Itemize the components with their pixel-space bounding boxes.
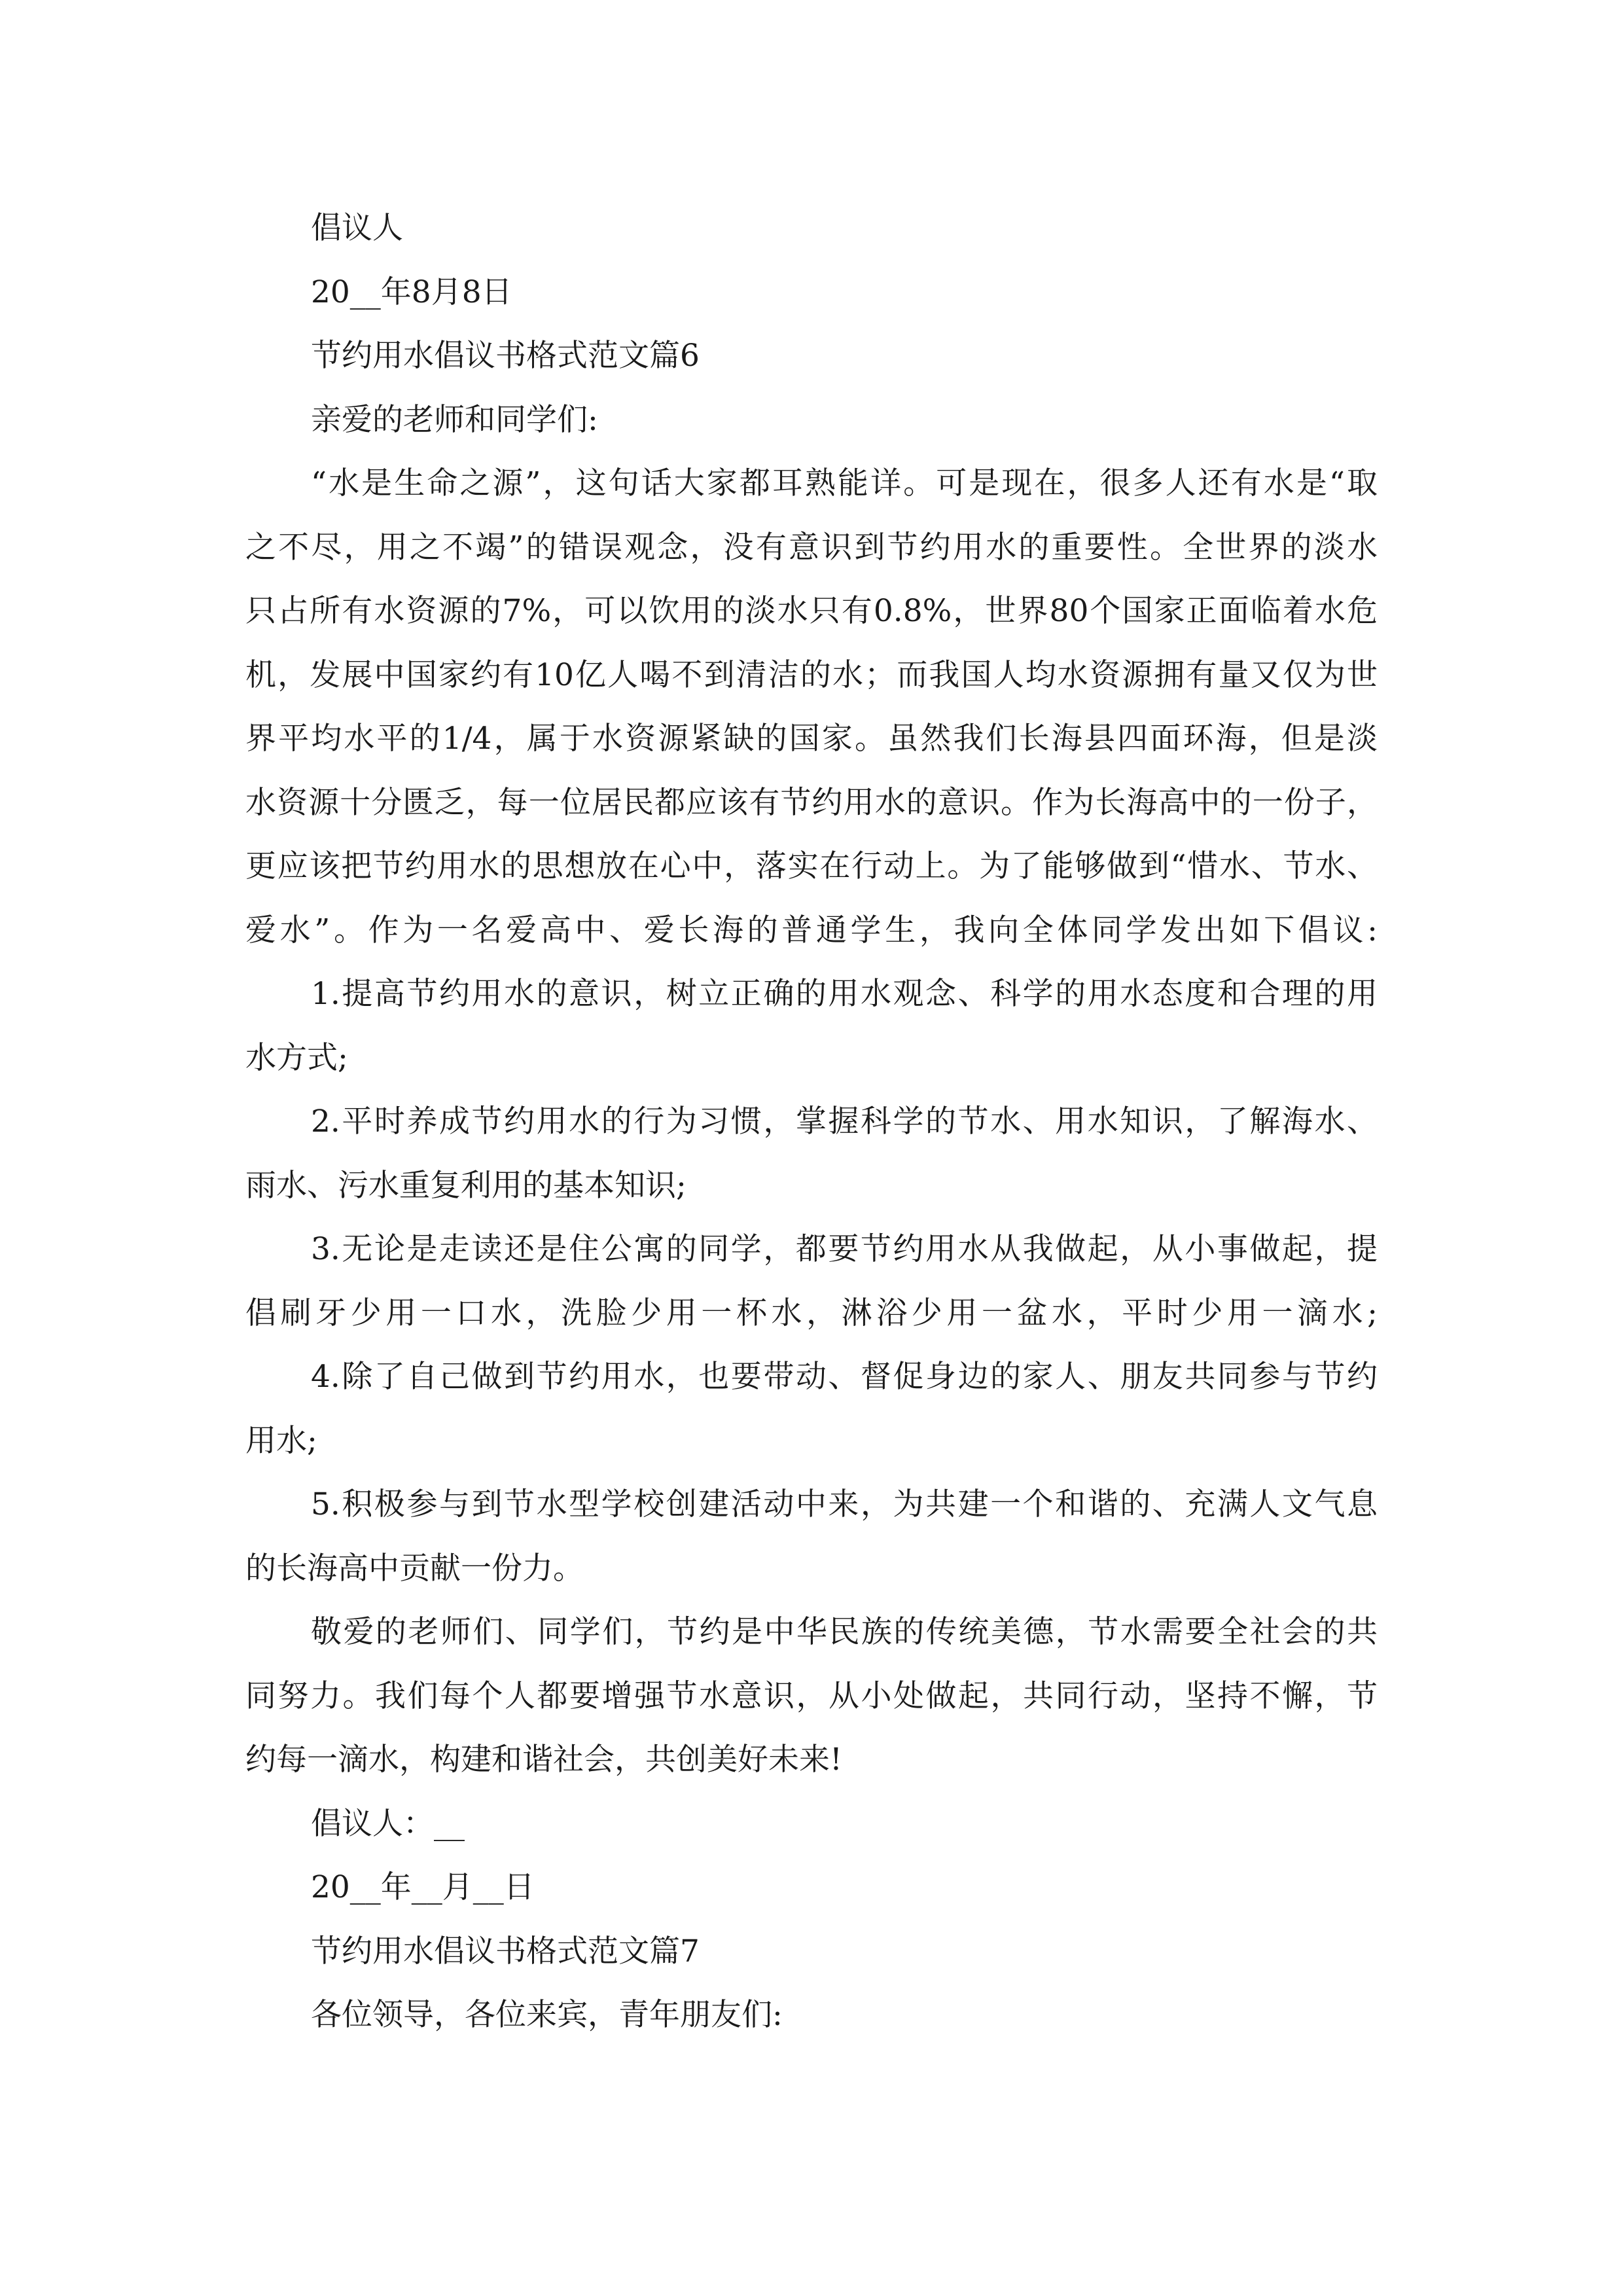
proposal-item-2-line: 2.平时养成节约用水的行为习惯，掌握科学的节水、用水知识，了解海水、 bbox=[311, 1103, 1378, 1139]
intro-paragraph-line: 只占所有水资源的7%，可以饮用的淡水只有0.8%，世界80个国家正面临着水危 bbox=[245, 593, 1378, 629]
intro-paragraph-line: 之不尽，用之不竭”的错误观念，没有意识到节约用水的重要性。全世界的淡水 bbox=[245, 529, 1378, 565]
intro-paragraph-line: 界平均水平的1/4，属于水资源紧缺的国家。虽然我们长海县四面环海，但是淡 bbox=[245, 721, 1378, 757]
section-7-greeting: 各位领导，各位来宾，青年朋友们: bbox=[311, 1997, 783, 2033]
proposal-item-5-line: 5.积极参与到节水型学校创建活动中来，为共建一个和谐的、充满人文气息 bbox=[311, 1486, 1378, 1522]
closing-paragraph-line: 同努力。我们每个人都要增强节水意识，从小处做起，共同行动，坚持不懈，节 bbox=[245, 1677, 1378, 1714]
section-6-greeting: 亲爱的老师和同学们: bbox=[311, 401, 598, 438]
proposal-item-1-line: 水方式; bbox=[245, 1039, 348, 1076]
proposal-item-3-line: 3.无论是走读还是住公寓的同学，都要节约用水从我做起，从小事做起，提 bbox=[311, 1231, 1378, 1267]
intro-paragraph-line: “水是生命之源”，这句话大家都耳熟能详。可是现在，很多人还有水是“取 bbox=[311, 465, 1378, 501]
proposal-item-5-line: 的长海高中贡献一份力。 bbox=[245, 1550, 584, 1587]
proposal-item-3-line: 倡刷牙少用一口水，洗脸少用一杯水，淋浴少用一盆水，平时少用一滴水; bbox=[245, 1295, 1378, 1331]
intro-paragraph-line: 更应该把节约用水的思想放在心中，落实在行动上。为了能够做到“惜水、节水、 bbox=[245, 848, 1378, 884]
intro-paragraph-line: 水资源十分匮乏，每一位居民都应该有节约用水的意识。作为长海高中的一份子， bbox=[245, 784, 1378, 821]
document-body bbox=[245, 196, 1378, 2047]
section-7-title: 节约用水倡议书格式范文篇7 bbox=[311, 1933, 700, 1969]
section-6-title: 节约用水倡议书格式范文篇6 bbox=[311, 338, 700, 374]
proposal-item-2-line: 雨水、污水重复利用的基本知识; bbox=[245, 1167, 687, 1204]
proposal-item-4-line: 4.除了自己做到节约用水，也要带动、督促身边的家人、朋友共同参与节约 bbox=[311, 1359, 1378, 1395]
intro-paragraph-line: 机，发展中国家约有10亿人喝不到清洁的水；而我国人均水资源拥有量又仅为世 bbox=[245, 656, 1378, 693]
section-6-signer: 倡议人：__ bbox=[311, 1805, 465, 1842]
proposal-item-4-line: 用水; bbox=[245, 1422, 317, 1459]
section-6-date: 20__年__月__日 bbox=[311, 1869, 535, 1905]
sign-date: 20__年8月8日 bbox=[311, 274, 512, 310]
closing-paragraph-line: 敬爱的老师们、同学们，节约是中华民族的传统美德，节水需要全社会的共 bbox=[311, 1614, 1378, 1650]
proposal-item-1-line: 1.提高节约用水的意识，树立正确的用水观念、科学的用水态度和合理的用 bbox=[311, 976, 1378, 1012]
intro-paragraph-line: 爱水”。作为一名爱高中、爱长海的普通学生，我向全体同学发出如下倡议: bbox=[245, 912, 1378, 948]
signer-label: 倡议人 bbox=[311, 210, 403, 246]
closing-paragraph-line: 约每一滴水，构建和谐社会，共创美好未来! bbox=[245, 1742, 842, 1778]
